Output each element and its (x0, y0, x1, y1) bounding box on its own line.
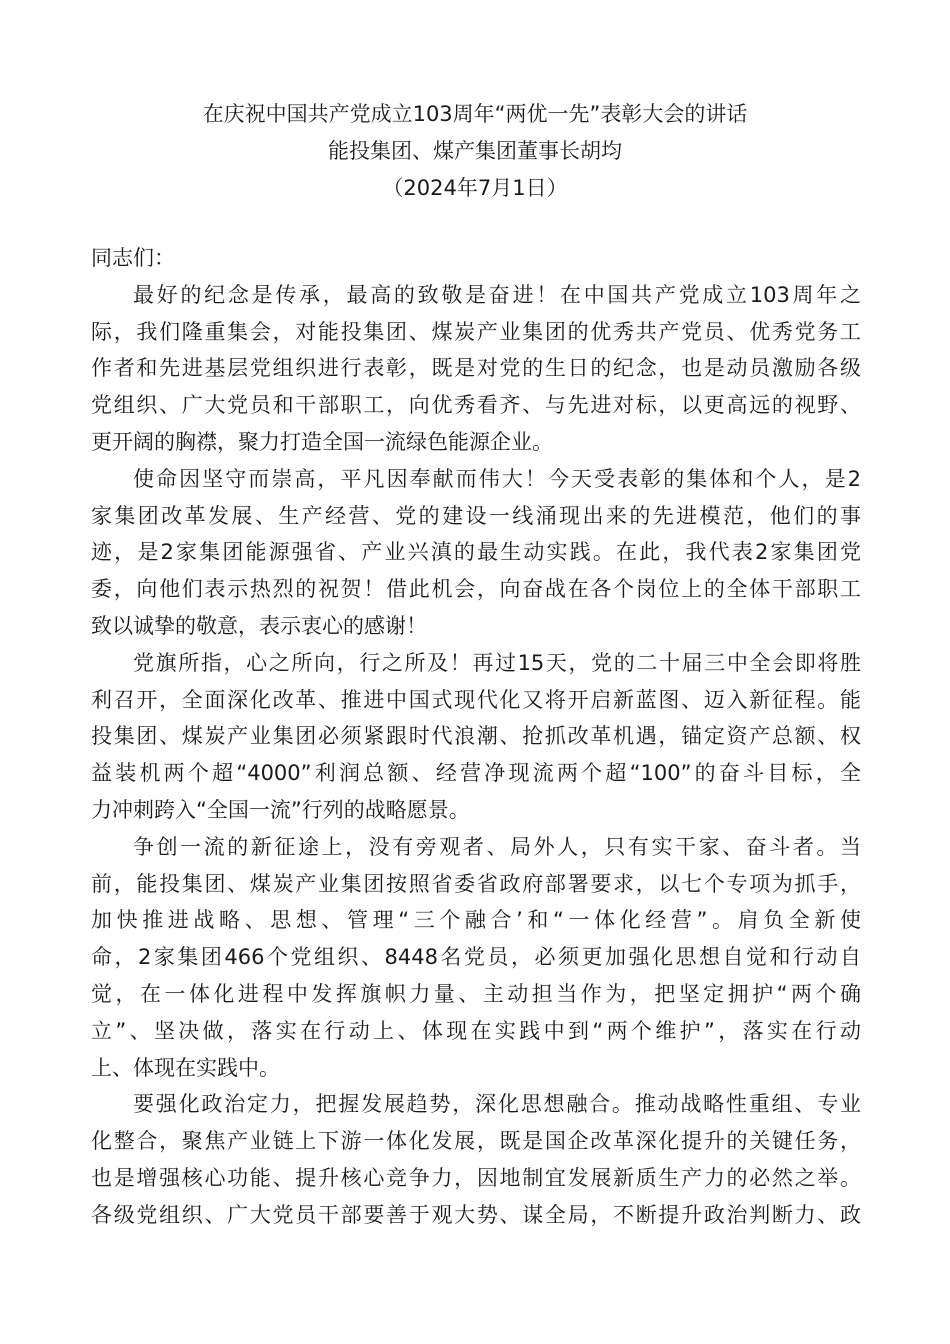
paragraph-line: 致以诚挚的敬意，表示衷心的感谢！ (91, 613, 427, 638)
speech-date: （2024年7月1日） (382, 176, 568, 200)
paragraph-line: 更开阔的胸襟，聚力打造全国一流绿色能源企业。 (91, 429, 553, 454)
paragraph-line: 最好的纪念是传承，最高的致敬是奋进！在中国共产党成立103周年之 (133, 282, 861, 307)
paragraph-line: 命，2家集团466个党组织、8448名党员，必须更加强化思想自觉和行动自 (91, 945, 861, 970)
paragraph-line: 益装机两个超“4000”利润总额、经营净现流两个超“100”的奋斗目标，全 (91, 761, 861, 786)
paragraph-line: 觉，在一体化进程中发挥旗帜力量、主动担当作为，把坚定拥护“两个确 (91, 981, 861, 1006)
paragraph-line: 立”、坚决做，落实在行动上、体现在实践中到“两个维护”，落实在行动 (91, 1018, 861, 1043)
speech-title: 在庆祝中国共产党成立103周年“两优一先”表彰大会的讲话 (202, 102, 748, 126)
body-paragraph (91, 645, 861, 829)
body-paragraph (91, 1086, 861, 1233)
body-paragraph (91, 829, 861, 1087)
paragraph-line: 作者和先进基层党组织进行表彰，既是对党的生日的纪念，也是动员激励各级 (91, 356, 861, 381)
paragraph-line: 上、体现在实践中。 (91, 1055, 280, 1080)
paragraph-line: 各级党组织、广大党员干部要善于观大势、谋全局，不断提升政治判断力、政 (91, 1202, 861, 1227)
paragraph-line: 力冲刺跨入“全国一流”行列的战略愿景。 (91, 797, 470, 822)
paragraph-line: 际，我们隆重集会，对能投集团、煤炭产业集团的优秀共产党员、优秀党务工 (91, 319, 861, 344)
paragraph-line: 使命因坚守而崇高，平凡因奉献而伟大！今天受表彰的集体和个人，是2 (133, 466, 861, 491)
paragraph-line: 争创一流的新征途上，没有旁观者、局外人，只有实干家、奋斗者。当 (133, 834, 861, 859)
speech-body (91, 240, 861, 1234)
paragraph-line: 投集团、煤炭产业集团必须紧跟时代浪潮、抢抓改革机遇，锚定资产总额、权 (91, 724, 861, 749)
paragraph-line: 化整合，聚焦产业链上下游一体化发展，既是国企改革深化提升的关键任务， (91, 1129, 861, 1154)
paragraph-list (91, 277, 861, 1234)
paragraph-line: 前，能投集团、煤炭产业集团按照省委省政府部署要求，以七个专项为抓手， (91, 871, 861, 896)
paragraph-line: 也是增强核心功能、提升核心竞争力，因地制宜发展新质生产力的必然之举。 (91, 1165, 861, 1190)
paragraph-line: 加快推进战略、思想、管理“三个融合’和“一体化经营”。肩负全新使 (91, 908, 861, 933)
document-header (0, 96, 950, 207)
paragraph-line: 党组织、广大党员和干部职工，向优秀看齐、与先进对标，以更高远的视野、 (91, 393, 861, 418)
paragraph-line: 委，向他们表示热烈的祝贺！借此机会，向奋战在各个岗位上的全体干部职工 (91, 577, 861, 602)
body-paragraph (91, 461, 861, 645)
paragraph-line: 家集团改革发展、生产经营、党的建设一线涌现出来的先进模范，他们的事 (91, 503, 861, 528)
paragraph-line: 迹，是2家集团能源强省、产业兴滇的最生动实践。在此，我代表2家集团党 (91, 540, 861, 565)
paragraph-line: 利召开，全面深化改革、推进中国式现代化又将开启新蓝图、迈入新征程。能 (91, 687, 861, 712)
paragraph-line: 要强化政治定力，把握发展趋势，深化思想融合。推动战略性重组、专业 (133, 1092, 861, 1117)
speaker-line: 能投集团、煤产集团董事长胡均 (328, 139, 622, 163)
paragraph-line: 党旗所指，心之所向，行之所及！再过15天，党的二十届三中全会即将胜 (133, 650, 861, 675)
greeting: 同志们： (91, 246, 175, 270)
body-paragraph (91, 277, 861, 461)
